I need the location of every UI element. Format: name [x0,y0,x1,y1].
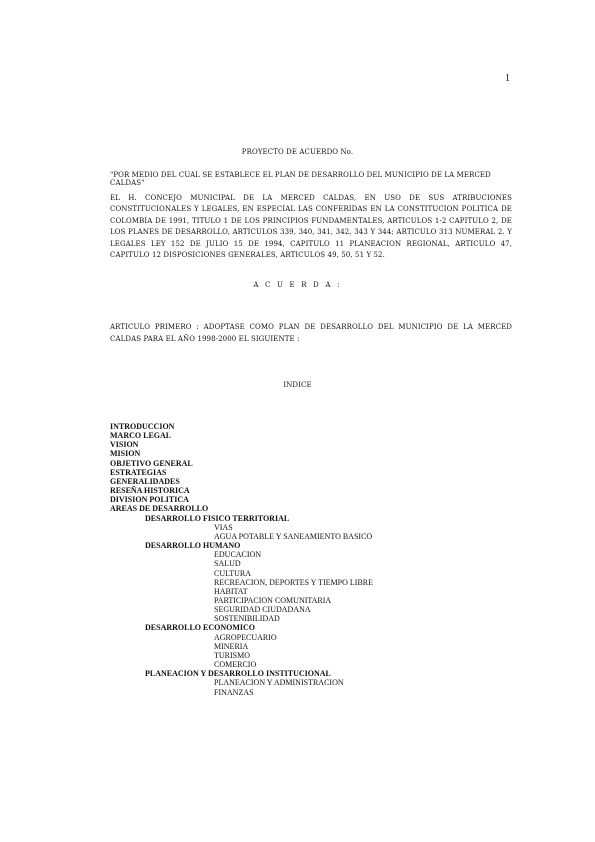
articulo-primero-paragraph: ARTICULO PRIMERO : ADOPTASE COMO PLAN DE DESARROLLO DEL MUNICIPIO DE LA MERCED CALDAS PARA EL AÑO 1998-2000 EL SIGUIENTE : [110,323,512,343]
toc-area-heading: PLANEACION Y DESARROLLO INSTITUCIONAL [145,669,331,679]
toc-entry: ESTRATEGIAS [110,467,167,477]
toc-subitem: PARTICIPACION COMUNITARIA [214,595,332,605]
toc-entry: GENERALIDADES [110,476,180,486]
toc-entry: DIVISION POLITICA [110,495,189,505]
page-number: 1 [505,73,510,84]
toc-entry: RESEÑA HISTORICA [110,486,190,496]
indice-heading: INDICE [283,381,312,389]
toc-area-heading: DESARROLLO HUMANO [145,541,241,551]
document-title: PROYECTO DE ACUERDO No. [241,148,354,156]
toc-entry: MARCO LEGAL [110,431,172,441]
toc-subitem: SOSTENIBILIDAD [214,614,280,624]
toc-entry: OBJETIVO GENERAL [110,458,193,468]
toc-area-heading: DESARROLLO ECONOMICO [145,623,256,633]
toc-subitem: CULTURA [214,568,252,578]
preamble-paragraph: EL H. CONCEJO MUNICIPAL DE LA MERCED CALDAS, EN USO DE SUS ATRIBUCIONES CONSTITUCIONALES Y LEGALES, EN ESPECIAL LAS CONFERIDAS EN LA CONSTITUCION POLITICA DE COLOMBIA DE 1991, TITULO 1 DE LOS PRINCIPIOS FUNDAMENTALES, ARTICULOS 1-2 CAPITULO 2, DE LOS PLANES DE DESARROLLO, ARTICULOS 339, 340, 341, 342, 343 Y 344; ARTICULO 313 NUMERAL 2. Y LEGALES LEY 152 DE JULIO 15 DE 1994, CAPITULO 11 PLANEACION REGIONAL, ARTICULO 47, CAPITULO 12 DISPOSICIONES GENERALES, ARTICULOS 49, 50, 51 Y 52. [110,194,512,260]
toc-subitem: PLANEACION Y ADMINISTRACION [214,678,344,688]
toc-subitem: TURISMO [214,650,251,660]
document-subtitle: "POR MEDIO DEL CUAL SE ESTABLECE EL PLAN DE DESARROLLO DEL MUNICIPIO DE LA MERCED CALDAS" [110,171,491,187]
table-of-contents [110,422,510,697]
toc-subitem: SEGURIDAD CIUDADANA [214,605,311,615]
toc-entry: INTRODUCCION [110,422,175,431]
toc-subitem: EDUCACION [214,550,262,560]
toc-subitem: MINERIA [214,641,249,651]
toc-subitem: VIAS [214,522,233,532]
toc-subitem: FINANZAS [214,687,254,697]
toc-subitem: SALUD [214,559,241,569]
toc-subitem: HABITAT [214,586,248,596]
toc-subitem: COMERCIO [214,660,257,670]
toc-subitem: AGROPECUARIO [214,632,277,642]
toc-entry: MISION [110,449,141,459]
toc-subitem: AGUA POTABLE Y SANEAMIENTO BASICO [214,531,373,541]
toc-area-heading: DESARROLLO FISICO TERRITORIAL [145,513,290,523]
acuerda-heading: A C U E R D A : [253,281,342,289]
toc-entry: VISION [110,440,139,450]
toc-subitem: RECREACION, DEPORTES Y TIEMPO LIBRE [214,577,374,587]
toc-entry: AREAS DE DESARROLLO [110,504,209,514]
